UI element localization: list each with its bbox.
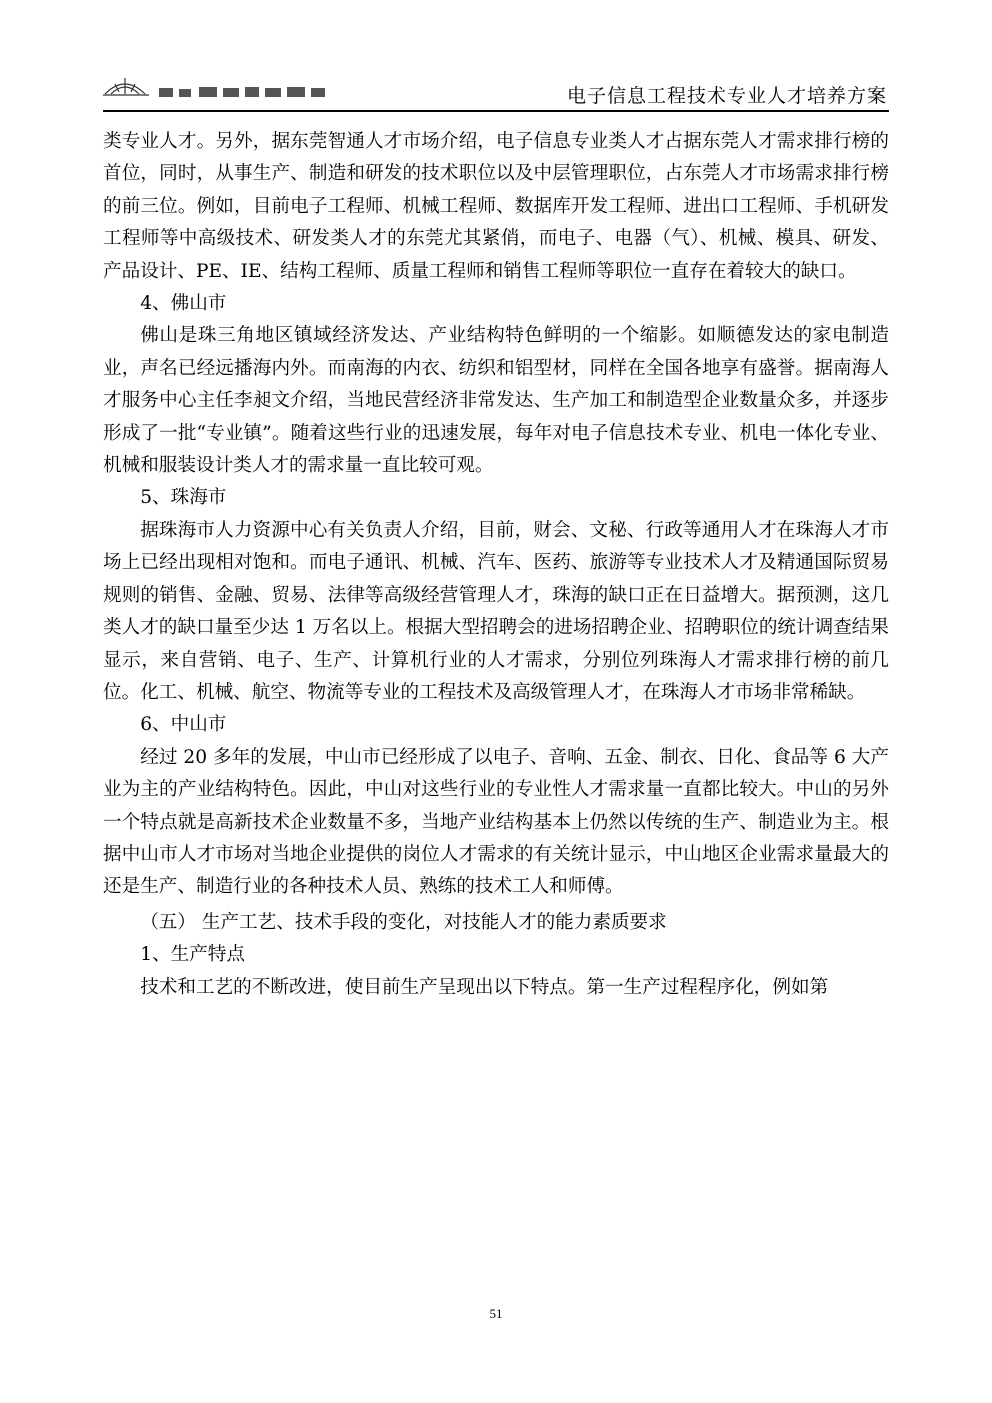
section-heading-5: （五） 生产工艺、技术手段的变化，对技能人才的能力素质要求: [140, 911, 667, 933]
heading-foshan: 4、佛山市: [140, 293, 227, 315]
heading-zhuhai: 5、珠海市: [140, 487, 227, 509]
paragraph-intro: 类专业人才。另外，据东莞智通人才市场介绍，电子信息专业类人才占据东莞人才需求排行榜的首位，同时，从事生产、制造和研发的技术职位以及中层管理职位，占东莞人才市场需求排行榜的前三位。例如，目前电子工程师、机械工程师、数据库开发工程师、进出口工程师、手机研发工程师等中高级技术、研发类人才的东莞尤其紧俏，而电子、电器（气）、机械、模具、研发、产品设计、PE、IE、结构工程师、质量工程师和销售工程师等职位一直存在着较大的缺口。: [103, 131, 889, 282]
page-header: [103, 66, 889, 112]
page-number: 51: [489, 1306, 503, 1321]
paragraph-foshan: 佛山是珠三角地区镇域经济发达、产业结构特色鲜明的一个缩影。如顺德发达的家电制造业，声名已经远播海内外。而南海的内衣、纺织和铝型材，同样在全国各地享有盛誉。据南海人才服务中心主任李昶文介绍，当地民营经济非常发达、生产加工和制造型企业数量众多，并逐步形成了一批“专业镇”。随着这些行业的迅速发展，每年对电子信息技术专业、机电一体化专业、机械和服装设计类人才的需求量一直比较可观。: [103, 325, 889, 477]
heading-production: 1、生产特点: [140, 944, 245, 966]
page-body: [103, 126, 889, 1004]
school-logo: [103, 72, 333, 106]
paragraph-production: 技术和工艺的不断改进，使目前生产呈现出以下特点。第一生产过程程序化，例如第: [140, 976, 829, 998]
paragraph-zhuhai: 据珠海市人力资源中心有关负责人介绍，目前，财会、文秘、行政等通用人才在珠海人才市场上已经出现相对饱和。而电子通讯、机械、汽车、医药、旅游等专业技术人才及精通国际贸易规则的销售、金融、贸易、法律等高级经营管理人才，珠海的缺口正在日益增大。据预测，这几类人才的缺口量至少达 1 万名以上。根据大型招聘会的进场招聘企业、招聘职位的统计调查结果显示，来自营销、电子、生产、计算机行业的人才需求，分别位列珠海人才需求排行榜的前几位。化工、机械、航空、物流等专业的工程技术及高级管理人才，在珠海人才市场非常稀缺。: [103, 519, 889, 703]
document-title: 电子信息工程技术专业人才培养方案: [566, 85, 887, 107]
heading-zhongshan: 6、中山市: [140, 714, 227, 736]
paragraph-zhongshan: 经过 20 多年的发展，中山市已经形成了以电子、音响、五金、制衣、日化、食品等 6 大产业为主的产业结构特色。因此，中山对这些行业的专业性人才需求量一直都比较大。中山的另外一个特点就是高新技术企业数量不多，当地产业结构基本上仍然以传统的生产、制造业为主。根据中山市人才市场对当地企业提供的岗位人才需求的有关统计显示，中山地区企业需求量最大的还是生产、制造行业的各种技术人员、熟练的技术工人和师傅。: [103, 746, 889, 898]
